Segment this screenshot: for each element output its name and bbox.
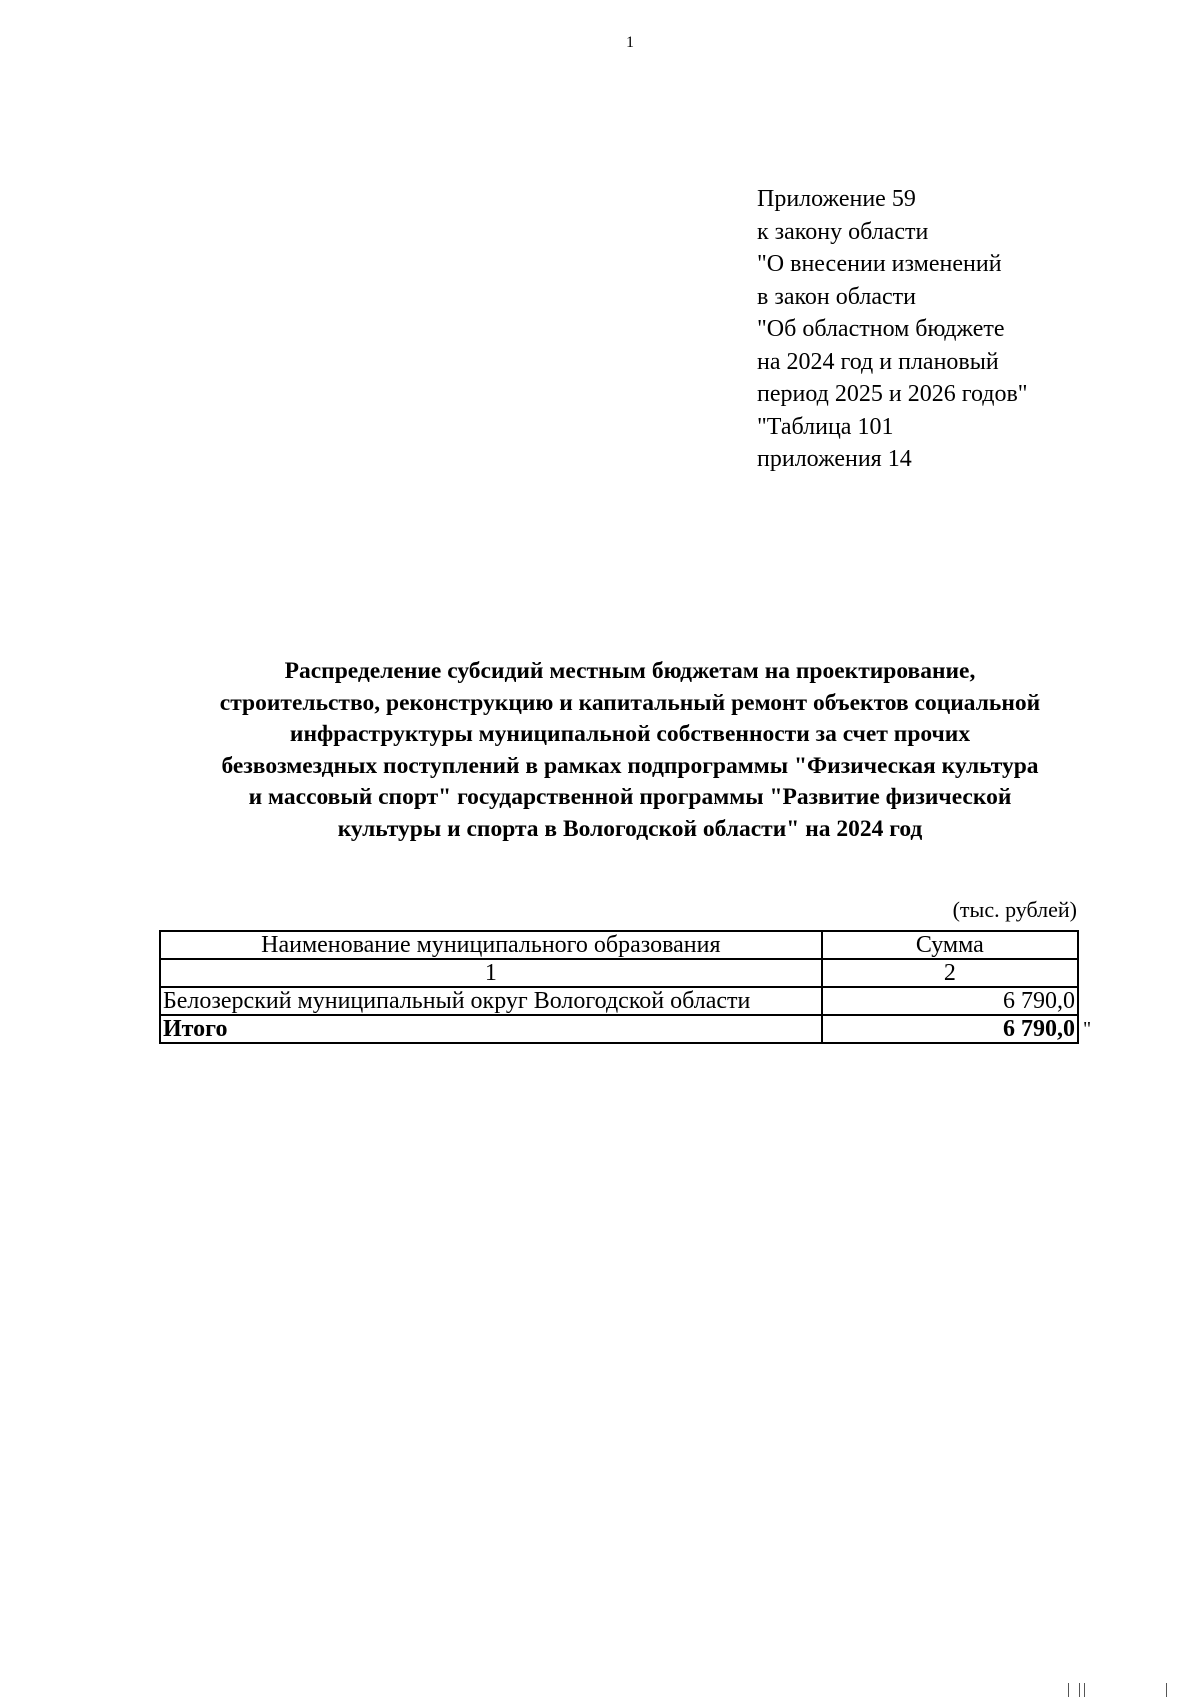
table-header-row (160, 931, 1078, 959)
subsidy-table (159, 930, 1079, 1044)
appendix-line: "Об областном бюджете (757, 316, 1005, 342)
closing-quote: " (1083, 1018, 1092, 1040)
header-sum: Сумма (822, 931, 1078, 959)
page-number: 1 (626, 34, 634, 51)
appendix-line: в закон области (757, 283, 916, 310)
appendix-line: к закону области (757, 218, 929, 245)
appendix-line: приложения 14 (757, 446, 912, 472)
title-line: культуры и спорта в Вологодской области" на 2024 год (337, 815, 923, 842)
table-row (160, 987, 1078, 1015)
scan-edge-marks (1062, 1683, 1172, 1697)
row-sum: 6 790,0 (822, 987, 1078, 1015)
column-number-2: 2 (822, 959, 1078, 987)
title-line: безвозмездных поступлений в рамках подпрограммы "Физическая культура (221, 752, 1039, 779)
title-line: строительство, реконструкцию и капитальный ремонт объектов социальной (219, 689, 1041, 716)
header-name: Наименование муниципального образования (160, 931, 822, 959)
appendix-line: период 2025 и 2026 годов" (757, 381, 1028, 407)
row-municipality-name: Белозерский муниципальный округ Вологодской области (160, 987, 822, 1015)
document-title (130, 656, 1130, 845)
column-number-1: 1 (160, 959, 822, 987)
total-sum: 6 790,0 (822, 1015, 1078, 1043)
appendix-line: на 2024 год и плановый (757, 348, 999, 375)
total-row (160, 1015, 1078, 1043)
appendix-line: "Таблица 101 (757, 413, 894, 440)
unit-label: (тыс. рублей) (952, 897, 1077, 922)
appendix-header (757, 183, 1028, 476)
appendix-line: Приложение 59 (757, 186, 916, 212)
column-number-row (160, 959, 1078, 987)
title-line: Распределение субсидий местным бюджетам на проектирование, (284, 658, 976, 684)
title-line: и массовый спорт" государственной программы "Развитие физической (248, 784, 1012, 810)
title-line: инфраструктуры муниципальной собственности за счет прочих (289, 721, 971, 747)
appendix-line: "О внесении изменений (757, 251, 1002, 277)
total-label: Итого (160, 1015, 822, 1043)
